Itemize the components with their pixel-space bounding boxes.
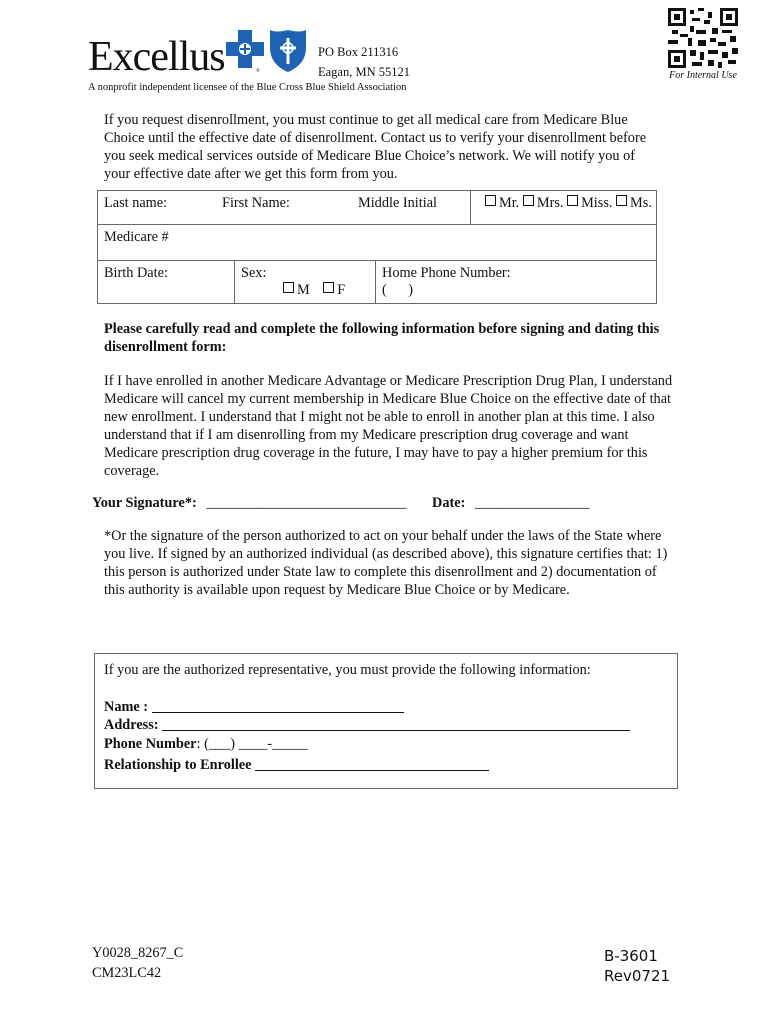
miss-checkbox[interactable] <box>567 195 578 206</box>
representative-intro: If you are the authorized representative, you must provide the following information: <box>104 662 591 678</box>
revision: Rev0721 <box>604 967 671 985</box>
title-checkboxes <box>471 191 657 225</box>
city-state-line: Eagan, MN 55121 <box>318 65 410 79</box>
qr-code-icon <box>668 8 738 68</box>
rep-name-row <box>104 698 404 716</box>
acknowledgement-paragraph: If I have enrolled in another Medicare Advantage or Medicare Prescription Drug Plan, I understand Medicare will cancel my current membership in Medicare Blue Choice on the effective date of that new enrollment. I understand that I might not be able to enroll in another plan at this time. I also understand that if I am disenrolling from my Medicare prescription drug coverage and want Medicare prescription drug coverage in the future, I may have to pay a higher premium for this coverage. <box>104 373 673 479</box>
po-box-line: PO Box 211316 <box>318 45 399 59</box>
birth-date-label: Birth Date: <box>104 265 168 281</box>
medicare-number-label: Medicare # <box>104 229 169 245</box>
mrs-checkbox[interactable] <box>523 195 534 206</box>
material-code: CM23LC42 <box>92 965 162 981</box>
signature-label: Your Signature*: <box>92 495 197 511</box>
sex-f-label: F <box>337 282 346 298</box>
rep-phone-label: Phone Number <box>104 736 197 752</box>
mrs-label: Mrs. <box>536 195 564 211</box>
rep-address-label: Address: <box>104 717 159 733</box>
rep-phone-row <box>104 736 308 753</box>
svg-text:®: ® <box>256 69 260 74</box>
licensee-tagline: A nonprofit independent licensee of the Blue Cross Blue Shield Association <box>88 82 407 93</box>
rep-relationship-label: Relationship to Enrollee <box>104 757 252 773</box>
rep-address-row <box>104 716 630 734</box>
plan-code: Y0028_8267_C <box>92 945 184 961</box>
authorized-signature-note: *Or the signature of the person authorized to act on your behalf under the laws of the State where you live. If signed by an authorized individual (as described above), this signature certifies that: 1) this person is authorized under State law to complete this disenrollment and 2) documentation of this authority is available upon request by Medicare Blue Choice or by Medicare. <box>104 528 668 598</box>
rep-relationship-row <box>104 756 489 774</box>
form-number <box>604 946 670 986</box>
mr-checkbox[interactable] <box>485 195 496 206</box>
sex-m-checkbox[interactable] <box>283 282 294 293</box>
date-field[interactable]: ________________ <box>474 495 590 511</box>
sex-label: Sex: <box>241 265 267 281</box>
blue-cross-logo-icon <box>226 30 264 74</box>
rep-address-field[interactable] <box>162 716 630 731</box>
ms-checkbox[interactable] <box>616 195 627 206</box>
signature-field[interactable]: ____________________________ <box>206 495 407 511</box>
rep-name-field[interactable] <box>152 698 404 713</box>
excellus-logo: Excellus <box>88 34 225 80</box>
date-label: Date: <box>432 495 466 511</box>
footer-codes <box>92 943 183 983</box>
rep-name-label: Name : <box>104 699 149 715</box>
rep-relationship-field[interactable] <box>255 756 489 771</box>
blue-shield-logo-icon <box>268 28 308 74</box>
middle-initial-label: Middle Initial <box>358 195 438 211</box>
intro-paragraph: If you request disenrollment, you must continue to get all medical care from Medicare Blue Choice until the effective date of disenrollment. Contact us to verify your disenrollment before you seek medical services outside of Medicare Blue Choice’s network. We will notify you of your effective date after we get this form from you. <box>104 112 647 182</box>
first-name-label: First Name: <box>222 195 290 211</box>
ms-label: Ms. <box>630 195 652 211</box>
enrollee-info-table <box>97 190 657 304</box>
instructions-heading: Please carefully read and complete the following information before signing and dating this disenrollment form: <box>104 321 660 355</box>
form-id: B-3601 <box>604 947 658 965</box>
internal-use-label: For Internal Use <box>669 70 737 81</box>
sex-f-checkbox[interactable] <box>323 282 334 293</box>
sex-m-label: M <box>297 282 310 298</box>
last-name-label: Last name: <box>104 195 168 211</box>
home-phone-label: Home Phone Number: <box>382 265 511 281</box>
miss-label: Miss. <box>581 195 613 211</box>
signature-row <box>92 495 589 512</box>
rep-phone-field[interactable]: : (___) ____-_____ <box>196 736 308 752</box>
home-phone-field[interactable]: ( ) <box>382 282 413 298</box>
mr-label: Mr. <box>499 195 520 211</box>
